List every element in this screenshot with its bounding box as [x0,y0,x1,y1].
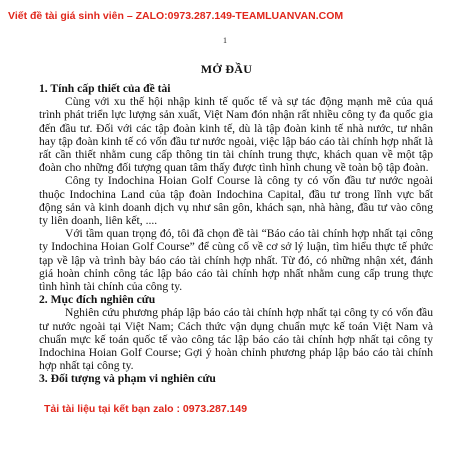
document-title: MỞ ĐẦU [200,62,253,76]
paragraph: Cùng với xu thế hội nhập kinh tế quốc tế và sự tác động mạnh mẽ của quá trình phát triển lực lượng sản xuất, Việt Nam đón nhận rất nhiều công ty đa quốc gia đến đầu tư. Đối với các tập đoàn kinh tế, dù là tập đoàn kinh tế nhà nước, tư nhân hay tập đoàn kinh tế có vốn đầu tư nước ngoài, việc lập báo cáo tài chính hợp nhất là rất cần thiết nhằm cung cấp thông tin tài chính trung thực, khách quan về một tập đoàn cho những đối tượng quan tâm thấy được tình hình chung về toàn bộ tập đoàn. [39,95,433,175]
paragraph: Nghiên cứu phương pháp lập báo cáo tài chính hợp nhất tại công ty có vốn đầu tư nước ngoài tại Việt Nam; Cách thức vận dụng chuẩn mực kế toán Việt Nam và chuẩn mực kế toán quốc tế vào công tác lập báo cáo tài chính hợp nhất tại công ty Indochina Hoian Golf Course; Gợi ý hoàn chỉnh phương pháp lập báo cáo tài chính hợp nhất tại công ty. [39,306,433,373]
document-body [39,82,433,386]
section-heading-1: 1. Tính cấp thiết của đề tài [39,82,171,95]
paragraph: Công ty Indochina Hoian Golf Course là công ty có vốn đầu tư nước ngoài thuộc Indochina Land của tập đoàn Indochina Capital, đầu tư trong lĩnh vực bất động sản và kinh doanh dịch vụ như sân gôn, khách sạn, nhà hàng, đầu tư vào công ty liên doanh, liên kết, .... [39,174,433,228]
paragraph: Với tầm quan trọng đó, tôi đã chọn đề tài “Báo cáo tài chính hợp nhất tại công ty Indochina Hoian Golf Course” để cùng cố về cơ sở lý luận, tìm hiểu thực tế phức tạp về lập và trình bày báo cáo tài chính hợp nhất. Từ đó, có những nhận xét, đánh giá hoàn chỉnh công tác lập báo cáo tài chính hợp nhất nhằm cung cấp trung thực tình hình tài chính của công ty. [39,227,433,294]
section-heading-3: 3. Đối tượng và phạm vi nghiên cứu [39,372,216,386]
page-number: 1 [223,36,227,45]
header-banner: Viết đề tài giá sinh viên – ZALO:0973.287.149-TEAMLUANVAN.COM [8,10,344,22]
footer-banner: Tải tài liệu tại kết bạn zalo : 0973.287.149 [44,403,248,415]
section-heading-2: 2. Mục đích nghiên cứu [39,293,156,307]
